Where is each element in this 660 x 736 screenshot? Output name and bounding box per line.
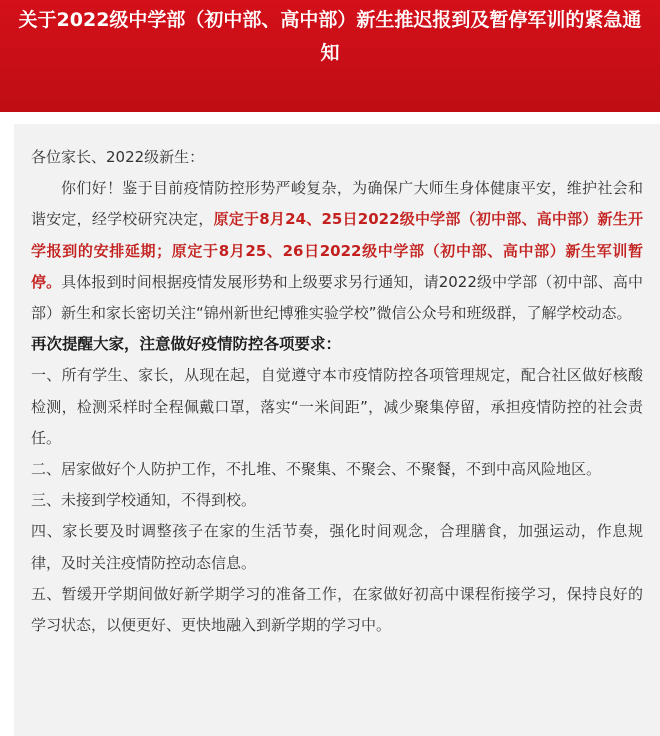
reminder-heading: 再次提醒大家，注意做好疫情防控各项要求： (31, 335, 342, 354)
notice-title: 关于2022级中学部（初中部、高中部）新生推迟报到及暂停军训的紧急通知 (18, 9, 642, 64)
highlight-text: 原定于8月24、25日2022级中学部（初中部、高中部）新生开学报到的安排延期；原定于8月25、26日2022级中学部（初中部、高中部）新生军训暂停。 (31, 210, 643, 291)
notice-body (31, 142, 643, 641)
main-paragraph (31, 173, 643, 329)
list-item: 二、居家做好个人防护工作，不扎堆、不聚集、不聚会、不聚餐，不到中高风险地区。 (31, 460, 602, 479)
salutation: 各位家长、2022级新生： (31, 148, 205, 166)
list-item: 五、暂缓开学期间做好新学期学习的准备工作，在家做好初高中课程衔接学习，保持良好的学习状态，以便更好、更快地融入到新学期的学习中。 (31, 584, 643, 635)
header-banner (0, 0, 660, 112)
list-item: 四、家长要及时调整孩子在家的生活节奏，强化时间观念，合理膳食，加强运动，作息规律，及时关注疫情防控动态信息。 (31, 522, 643, 572)
outro-text: 具体报到时间根据疫情发展形势和上级要求另行通知，请2022级中学部（初中部、高中部）新生和家长密切关注“锦州新世纪博雅实验学校”微信公众号和班级群，了解学校动态。 (31, 272, 643, 323)
intro-text: 你们好！鉴于目前疫情防控形势严峻复杂，为确保广大师生身体健康平安，维护社会和谐安定，经学校研究决定， (31, 179, 643, 229)
list-item: 三、未接到学校通知，不得到校。 (31, 491, 257, 510)
list-item: 一、所有学生、家长，从现在起，自觉遵守本市疫情防控各项管理规定，配合社区做好核酸检测，检测采样时全程佩戴口罩，落实“一米间距”，减少聚集停留，承担疫情防控的社会责任。 (31, 366, 643, 447)
